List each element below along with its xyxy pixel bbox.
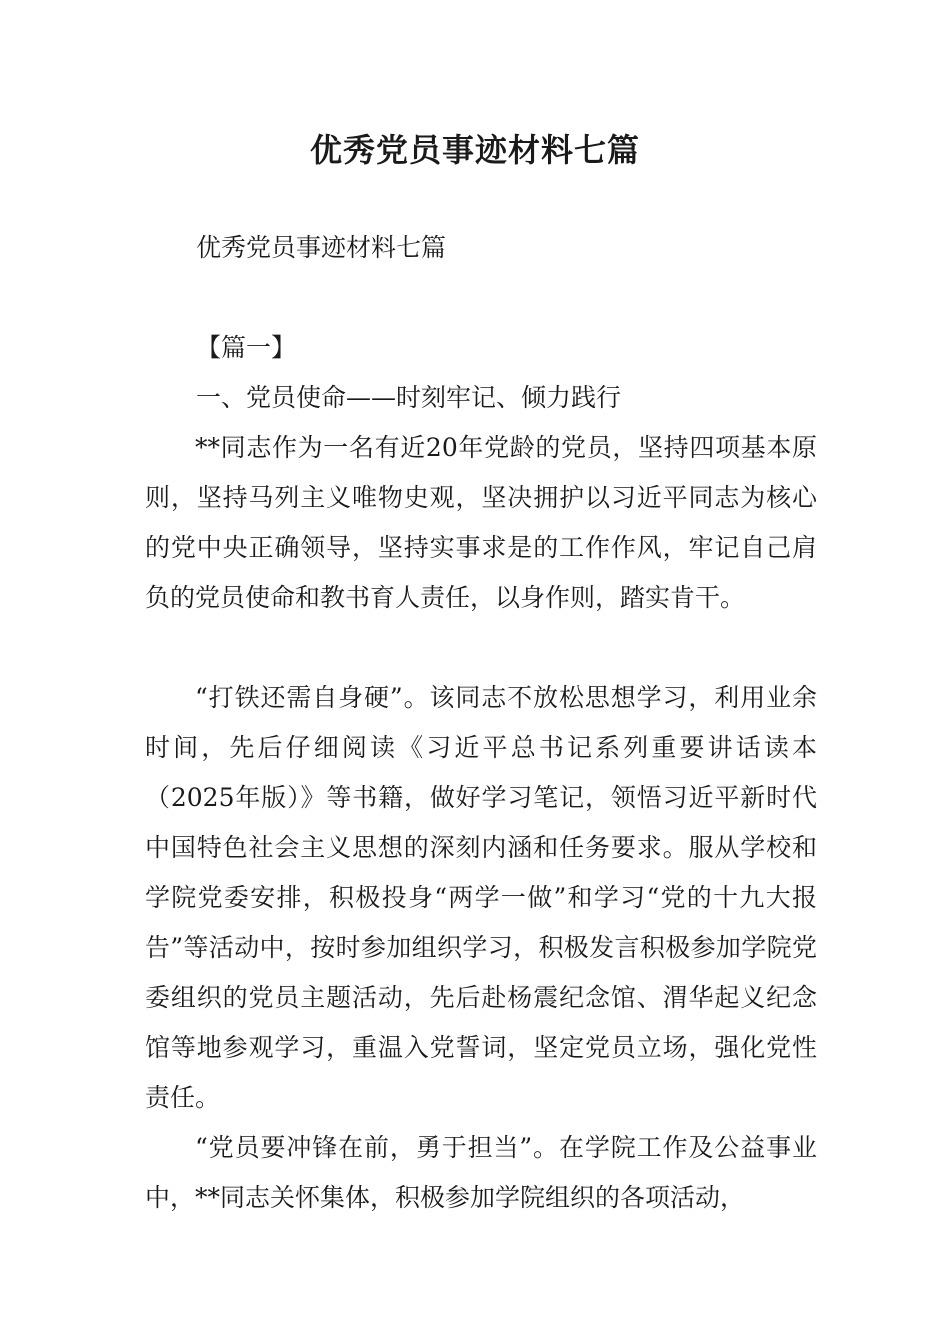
section-label: 【篇一】	[196, 333, 297, 362]
paragraph-2: “打铁还需自身硬”。该同志不放松思想学习，利用业余时间，先后仔细阅读《习近平总书记系列重要讲话读本（2025年版）》等书籍，做好学习笔记，领悟习近平新时代中国特色社会主义思想的深刻内涵和任务要求。服从学校和学院党委安排，积极投身“两学一做”和学习“党的十九大报告”等活动中，按时参加组织学习，积极发言积极参加学院党委组织的党员主题活动，先后赴杨震纪念馆、渭华起义纪念馆等地参观学习，重温入党誓词，坚定党员立场，强化党性责任。	[145, 683, 817, 1112]
paragraph-1: **同志作为一名有近20年党龄的党员，坚持四项基本原则，坚持马列主义唯物史观，坚决拥护以习近平同志为核心的党中央正确领导，坚持实事求是的工作作风，牢记自己肩负的党员使命和教书育人责任，以身作则，踏实肯干。	[145, 433, 817, 612]
document-title: 优秀党员事迹材料七篇	[309, 131, 640, 169]
paragraph-3: “党员要冲锋在前，勇于担当”。在学院工作及公益事业中，**同志关怀集体，积极参加学院组织的各项活动，	[145, 1133, 817, 1212]
document-subtitle: 优秀党员事迹材料七篇	[196, 233, 447, 262]
section-heading: 一、党员使命——时刻牢记、倾力践行	[196, 383, 622, 412]
